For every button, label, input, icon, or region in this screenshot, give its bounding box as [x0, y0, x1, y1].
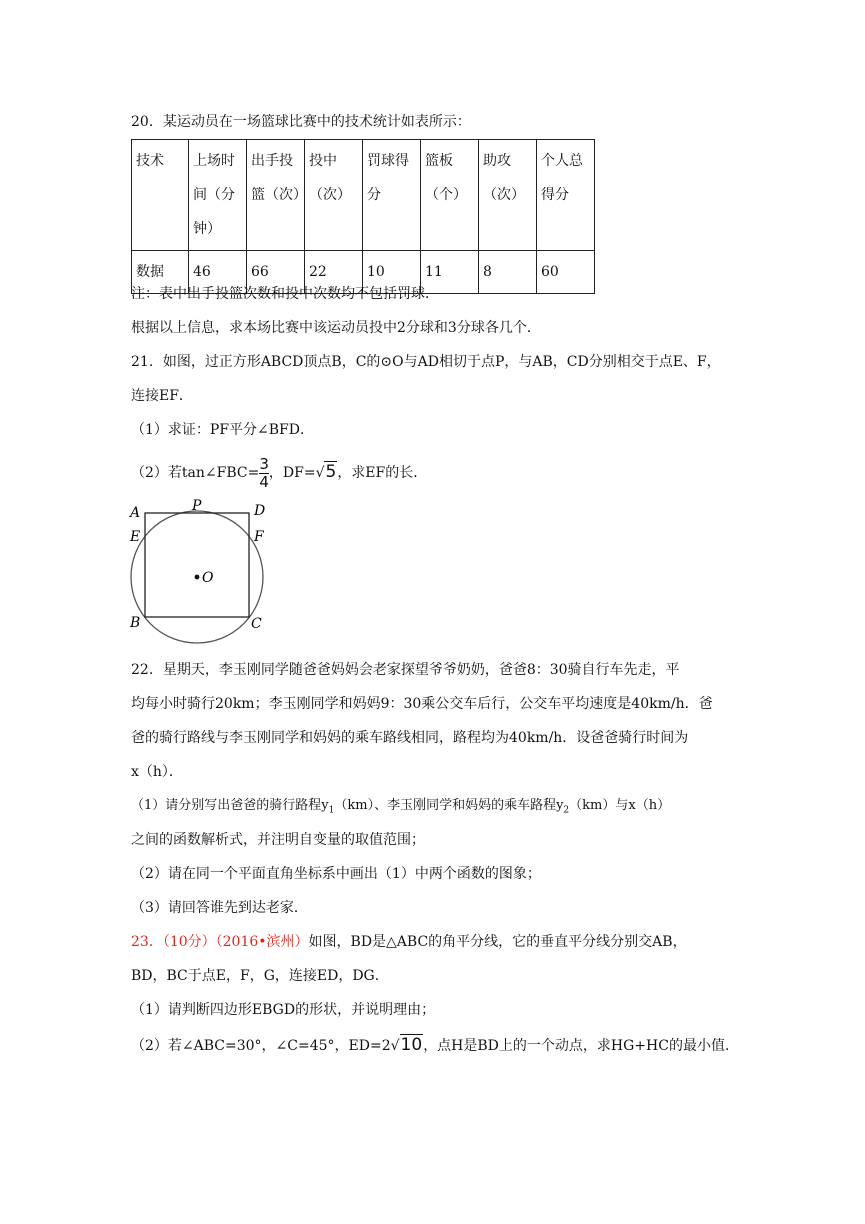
q22-part1-line2: 之间的函数解析式，并注明自变量的取值范围；: [131, 832, 425, 848]
label-p: P: [192, 498, 202, 514]
q21-part1: （1）求证：PF平分∠BFD．: [131, 422, 314, 438]
q22-line3: 爸的骑行路线与李玉刚同学和妈妈的乘车路线相同，路程均为40km/h．设爸爸骑行时间为: [131, 730, 689, 746]
table-header-cell: 出手投 篮（次）: [247, 140, 305, 251]
q23-line2: BD，BC于点E，F，G，连接ED，DG．: [131, 968, 389, 984]
table-cell: 10: [363, 251, 421, 294]
q21-part2: （2）若$\tan\angle FBC=\frac{3}{4}$，DF=√5，求EF的长．: [131, 454, 428, 491]
q21-line2: 连接EF．: [131, 388, 193, 404]
q23-line1: 23．（10分）（2016•滨州）如图，BD是△ABC的角平分线，它的垂直平分线分别交AB，: [131, 934, 687, 950]
table-cell: 66: [247, 251, 305, 294]
q21-figure: [126, 496, 276, 646]
q20-note: 注：表中出手投篮次数和投中次数均不包括罚球．: [131, 286, 439, 302]
table-header-cell: 技术: [132, 140, 189, 251]
q22-line2: 均每小时骑行20km；李玉刚同学和妈妈9：30乘公交车后行，公交车平均速度是40km/h．爸: [131, 696, 713, 712]
table-header-cell: 篮板 （个）: [421, 140, 479, 251]
table-cell: 11: [421, 251, 479, 294]
table-header-cell: 投中 （次）: [305, 140, 363, 251]
table-header-cell: 上场时 间（分 钟）: [189, 140, 247, 251]
table-cell: 数据: [132, 251, 189, 294]
square-abcd: [145, 513, 249, 617]
q23-source: （10分）（2016•滨州）: [162, 934, 309, 950]
q21-line1: 21．如图，过正方形ABCD顶点B，C的⊙O与AD相切于点P，与AB，CD分别相交于点E、F，: [131, 354, 721, 370]
q23-part2: （2）若∠ABC=30°，∠C=45°，ED=2√10，点H是BD上的一个动点，求HG+HC的最小值．: [131, 1035, 739, 1055]
label-e: E: [130, 529, 141, 545]
label-o: O: [202, 570, 214, 586]
table-cell: 46: [189, 251, 247, 294]
label-a: A: [130, 505, 141, 521]
q23-part1: （1）请判断四边形EBGD的形状，并说明理由；: [131, 1002, 436, 1018]
table-header-row: [132, 140, 595, 251]
q20-question: 根据以上信息，求本场比赛中该运动员投中2分球和3分球各几个．: [131, 320, 541, 336]
fraction-3-4: $\frac{3}{4}$: [259, 454, 269, 491]
table-header-cell: 罚球得 分: [363, 140, 421, 251]
q22-part1: （1）请分别写出爸爸的骑行路程$y_1(km)$、李玉刚同学和妈妈的乘车路程$y_2(km)$与x（h）: [131, 798, 671, 816]
table-cell: 60: [537, 251, 595, 294]
sqrt-10: √10: [390, 1035, 423, 1055]
table-header-cell: 个人总 得分: [537, 140, 595, 251]
table-cell: 22: [305, 251, 363, 294]
table-cell: 8: [479, 251, 537, 294]
label-b: B: [130, 615, 141, 631]
label-c: C: [251, 616, 262, 632]
label-f: F: [254, 529, 264, 545]
q22-part2: （2）请在同一个平面直角坐标系中画出（1）中两个函数的图象；: [131, 866, 541, 882]
q23-number: 23．: [131, 934, 163, 950]
center-point-o: [195, 575, 200, 580]
sqrt-5: √5: [315, 462, 337, 482]
table-header-cell: 助攻 （次）: [479, 140, 537, 251]
label-d: D: [254, 503, 266, 519]
stats-table: [131, 139, 595, 294]
q20-intro: 20．某运动员在一场篮球比赛中的技术统计如表所示：: [131, 114, 471, 130]
q22-line1: 22．星期天，李玉刚同学随爸爸妈妈会老家探望爷爷奶奶，爸爸8：30骑自行车先走，平: [131, 662, 680, 678]
q22-line4: x（h）．: [131, 764, 183, 780]
q22-part3: （3）请回答谁先到达老家．: [131, 900, 308, 916]
